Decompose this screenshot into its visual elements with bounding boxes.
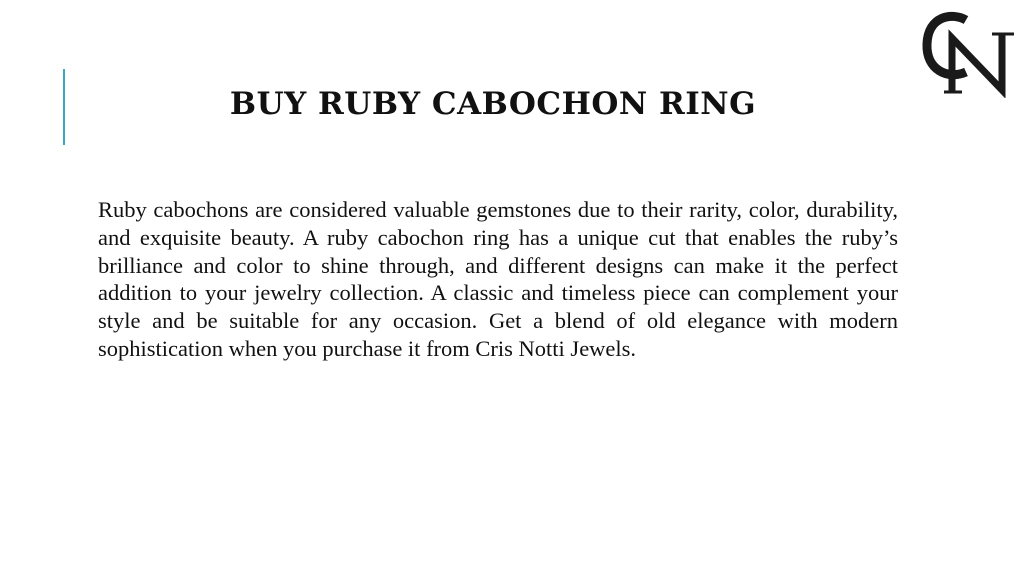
slide-body-text: Ruby cabochons are considered valuable gemstones due to their rarity, color, durability, and exquisite beauty. A ruby cabochon ring has a unique cut that enables the ruby’s brilliance and color to shine through, and different designs can make it the perfect addition to your jewelry collection. A classic and timeless piece can complement your style and be suitable for any occasion. Get a blend of old elegance with modern sophistication when you purchase it from Cris Notti Jewels. bbox=[98, 197, 898, 361]
brand-logo bbox=[922, 8, 1020, 98]
slide-title: BUY RUBY CABOCHON RING bbox=[229, 86, 757, 122]
